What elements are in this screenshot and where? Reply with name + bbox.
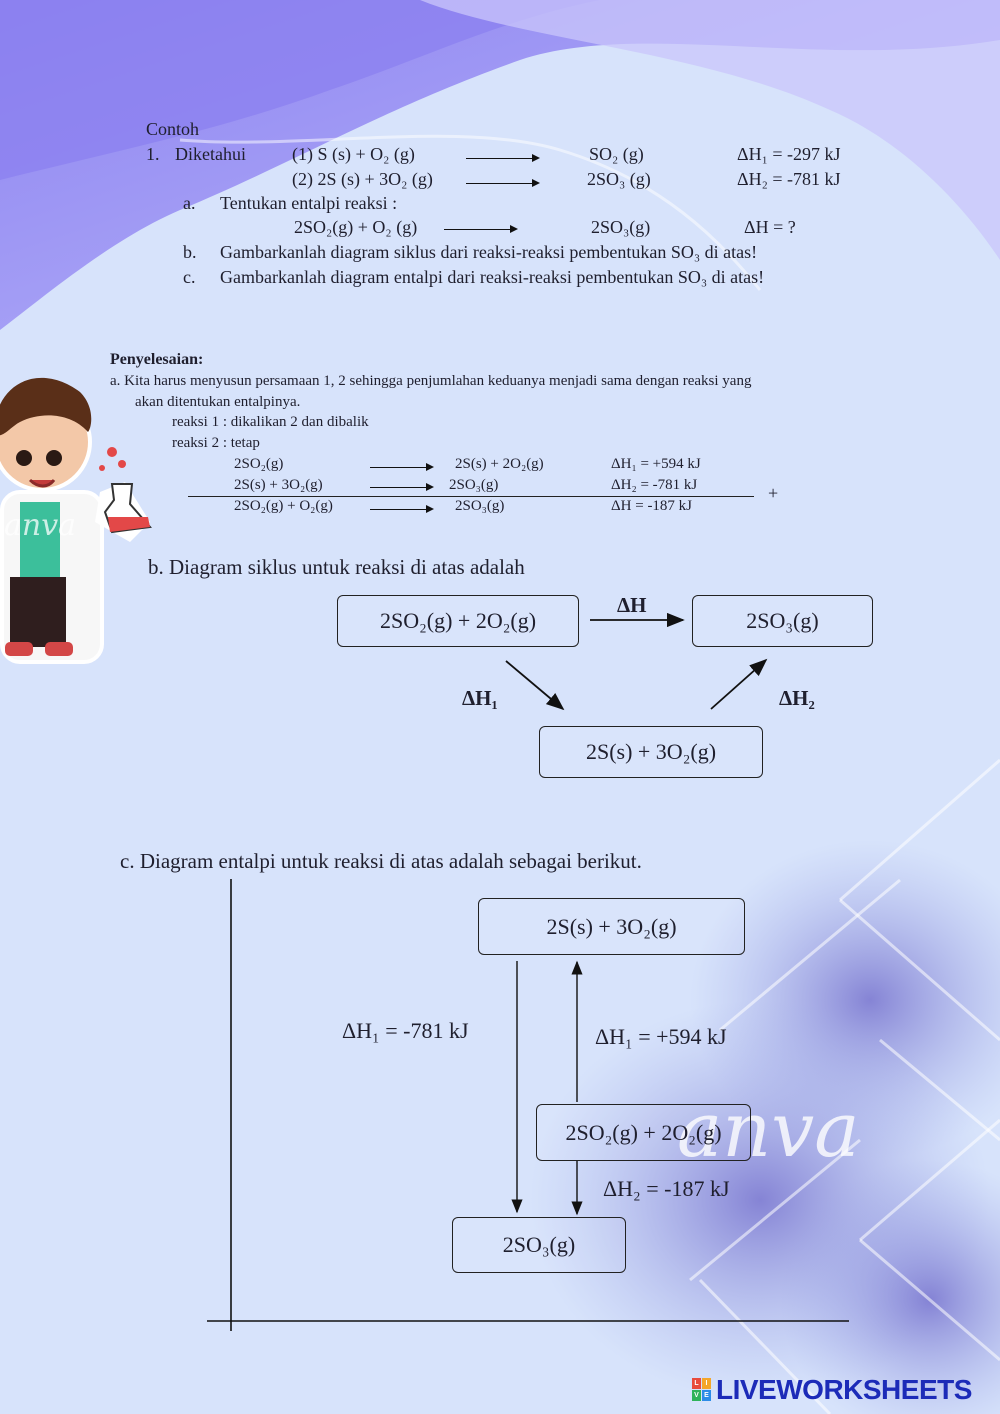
sum-row-1-dh: ΔH₁ = +594 kJ (611, 456, 701, 472)
cycle-diagram-title: b. Diagram siklus untuk reaksi di atas adalah (148, 555, 525, 579)
sum-row-2-left: 2S(s) + 3O₂(g) (234, 477, 323, 493)
target-reactants: 2SO₂(g) + O₂ (g) (294, 217, 418, 237)
cycle-box-left: 2SO₂(g) + 2O₂(g) (337, 595, 579, 647)
reaction-1-product: SO₂ (g) (589, 144, 644, 164)
watermark: anva (677, 1085, 860, 1174)
watermark-small: anva (4, 508, 77, 543)
enthalpy-dh2-label: ΔH₂ = -187 kJ (603, 1176, 730, 1201)
sum-result-left: 2SO₂(g) + O₂(g) (234, 498, 333, 514)
problem-number: 1. (146, 144, 160, 164)
given-label: Diketahui (175, 144, 246, 164)
sum-row-2-dh: ΔH₂ = -781 kJ (611, 477, 698, 493)
step-1: reaksi 1 : dikalikan 2 dan dibalik (172, 414, 369, 430)
reaction-2-reactants: (2) 2S (s) + 3O₂ (g) (292, 169, 433, 189)
step-2: reaksi 2 : tetap (172, 435, 260, 451)
cycle-dh-label: ΔH (617, 593, 647, 617)
plus-sign: + (768, 483, 779, 503)
enthalpy-box-middle: 2SO₂(g) + 2O₂(g) (536, 1104, 751, 1161)
question-b-label: b. (183, 242, 197, 262)
solution-title: Penyelesaian: (110, 351, 204, 368)
sum-row-1-left: 2SO₂(g) (234, 456, 284, 472)
reaction-1-reactants: (1) S (s) + O₂ (g) (292, 144, 415, 164)
cycle-box-bottom: 2S(s) + 3O₂(g) (539, 726, 763, 778)
cycle-dh2-label: ΔH₂ (779, 686, 815, 710)
cycle-dh1-label: ΔH₁ (462, 686, 498, 710)
enthalpy-diagram-title: c. Diagram entalpi untuk reaksi di atas adalah sebagai berikut. (120, 849, 642, 873)
sum-row-1-right: 2S(s) + 2O₂(g) (455, 456, 544, 472)
liveworksheets-brand[interactable]: LIVEWORKSHEETS (716, 1374, 972, 1405)
example-heading: Contoh (146, 119, 200, 139)
liveworksheets-logo-icon: L I V E (692, 1378, 712, 1402)
question-b-text: Gambarkanlah diagram siklus dari reaksi-reaksi pembentukan SO₃ di atas! (220, 242, 758, 262)
enthalpy-dh1-down-label: ΔH₁ = -781 kJ (342, 1018, 469, 1043)
reaction-2-enthalpy: ΔH₂ = -781 kJ (737, 169, 841, 189)
enthalpy-dh1-up-label: ΔH₁ = +594 kJ (595, 1024, 727, 1049)
enthalpy-box-bottom: 2SO₃(g) (452, 1217, 626, 1273)
question-a-label: a. (183, 193, 196, 213)
cycle-box-right: 2SO₃(g) (692, 595, 873, 647)
solution-a-line-1: a. Kita harus menyusun persamaan 1, 2 sehingga penjumlahan keduanya menjadi sama dengan reaksi yang (110, 373, 752, 389)
reaction-2-product: 2SO₃ (g) (587, 169, 651, 189)
target-product: 2SO₃(g) (591, 217, 651, 237)
target-enthalpy: ΔH = ? (744, 217, 796, 237)
solution-a-line-2: akan ditentukan entalpinya. (135, 394, 301, 410)
enthalpy-box-top: 2S(s) + 3O₂(g) (478, 898, 745, 955)
question-c-text: Gambarkanlah diagram entalpi dari reaksi-reaksi pembentukan SO₃ di atas! (220, 267, 765, 287)
question-c-label: c. (183, 267, 196, 287)
sum-result-dh: ΔH = -187 kJ (611, 498, 693, 514)
question-a-text: Tentukan entalpi reaksi : (220, 193, 398, 213)
reaction-1-enthalpy: ΔH₁ = -297 kJ (737, 144, 841, 164)
sum-result-right: 2SO₃(g) (455, 498, 505, 514)
sum-row-2-right: 2SO₃(g) (449, 477, 499, 493)
